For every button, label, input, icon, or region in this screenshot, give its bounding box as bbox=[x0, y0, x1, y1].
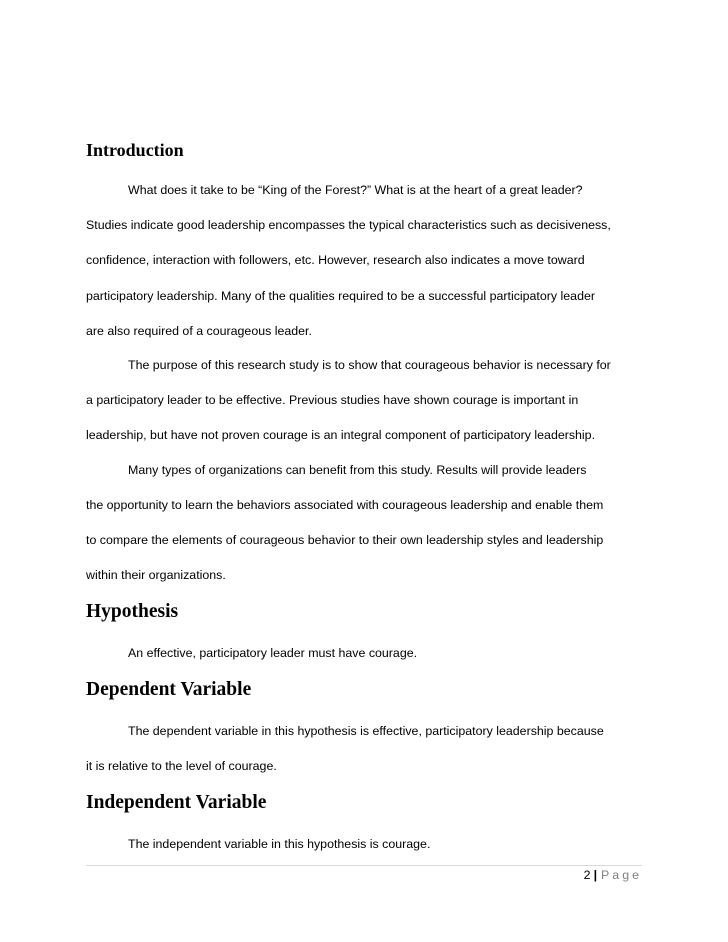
paragraph-line: participatory leadership. Many of the qualities required to be a successful participatory leader bbox=[86, 289, 595, 303]
paragraph-line: within their organizations. bbox=[86, 568, 226, 582]
page-number: 2 bbox=[583, 868, 591, 882]
paragraph-line: are also required of a courageous leader. bbox=[86, 324, 312, 338]
paragraph-line: to compare the elements of courageous behavior to their own leadership styles and leadership bbox=[86, 533, 604, 547]
heading-dependent-variable: Dependent Variable bbox=[86, 679, 252, 700]
heading-hypothesis: Hypothesis bbox=[86, 601, 179, 622]
heading-independent-variable: Independent Variable bbox=[86, 792, 267, 813]
paragraph-line: a participatory leader to be effective. Previous studies have shown courage is important in bbox=[86, 393, 579, 407]
footer-divider bbox=[86, 865, 642, 866]
page-footer bbox=[584, 867, 642, 883]
paragraph-line: An effective, participatory leader must have courage. bbox=[128, 646, 418, 660]
footer-separator: | bbox=[593, 868, 598, 882]
page-label: Page bbox=[601, 868, 642, 882]
paragraph-line: The independent variable in this hypothesis is courage. bbox=[128, 837, 431, 851]
paragraph-line: Many types of organizations can benefit from this study. Results will provide leaders bbox=[128, 463, 587, 477]
heading-introduction: Introduction bbox=[86, 140, 184, 160]
paragraph-line: Studies indicate good leadership encompasses the typical characteristics such as decisiveness, bbox=[86, 218, 611, 232]
paragraph-line: The purpose of this research study is to show that courageous behavior is necessary for bbox=[128, 358, 611, 372]
paragraph-line: The dependent variable in this hypothesis is effective, participatory leadership because bbox=[128, 724, 604, 738]
paragraph-line: it is relative to the level of courage. bbox=[86, 759, 277, 773]
paragraph-line: confidence, interaction with followers, etc. However, research also indicates a move toward bbox=[86, 253, 585, 267]
paragraph-line: the opportunity to learn the behaviors associated with courageous leadership and enable them bbox=[86, 498, 604, 512]
paragraph-line: leadership, but have not proven courage is an integral component of participatory leadership. bbox=[86, 428, 596, 442]
paragraph-line: What does it take to be “King of the Forest?” What is at the heart of a great leader? bbox=[128, 183, 583, 197]
